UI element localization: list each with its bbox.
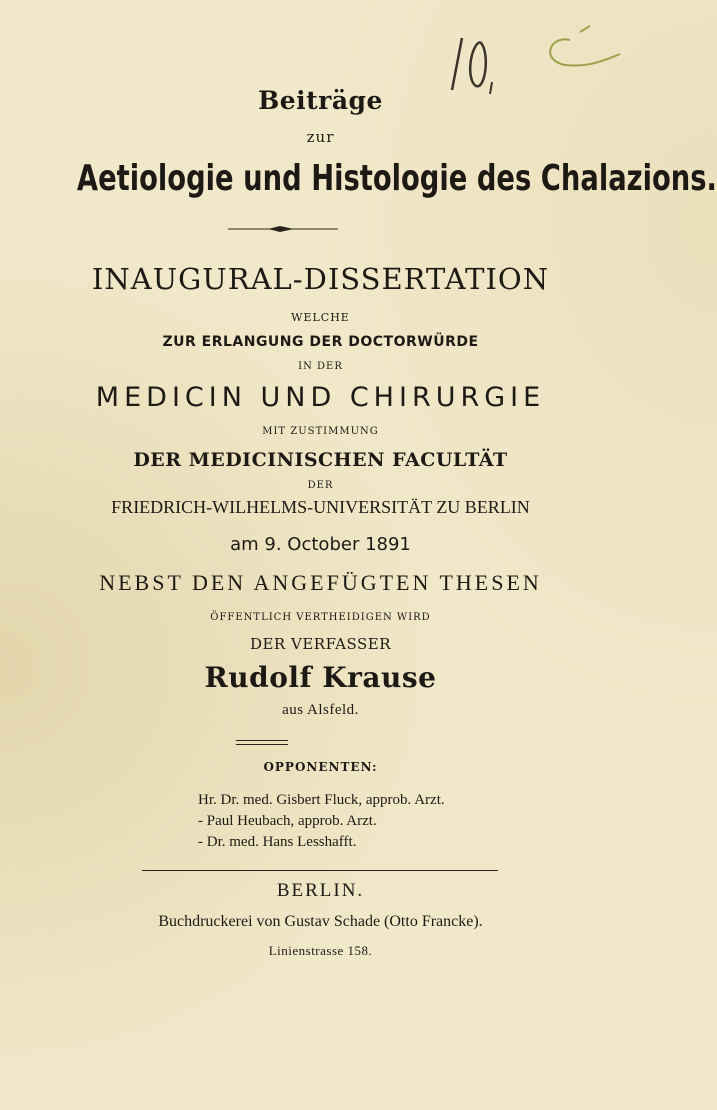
faculty-name: DER MEDICINISCHEN FACULTÄT	[133, 449, 508, 471]
opponent-item: - Paul Heubach, approb. Arzt.	[198, 813, 377, 829]
text-mit-zustimmung: MIT ZUSTIMMUNG	[262, 426, 379, 437]
imprint-printer: Buchdruckerei von Gustav Schade (Otto Francke).	[158, 913, 483, 930]
opponent-item: - Dr. med. Hans Lesshafft.	[198, 834, 357, 850]
text-oeffentlich: ÖFFENTLICH VERTHEIDIGEN WIRD	[210, 612, 431, 623]
ornament-rule	[228, 224, 338, 234]
horizontal-divider	[142, 870, 498, 871]
opponent-item: Hr. Dr. med. Gisbert Fluck, approb. Arzt.	[198, 792, 445, 808]
subtitle-beitraege: Beiträge	[258, 86, 383, 115]
university-name: FRIEDRICH-WILHELMS-UNIVERSITÄT ZU BERLIN	[111, 497, 530, 517]
dissertation-heading: INAUGURAL-DISSERTATION	[91, 262, 550, 296]
text-welche: WELCHE	[291, 311, 350, 324]
field-of-study: MEDICIN UND CHIRURGIE	[95, 382, 546, 413]
opponents-list	[198, 790, 445, 853]
defense-date: am 9. October 1891	[230, 534, 411, 555]
text-der-verfasser: DER VERFASSER	[249, 635, 392, 653]
text-nebst-thesen: NEBST DEN ANGEFÜGTEN THESEN	[99, 570, 542, 595]
imprint-address: Linienstrasse 158.	[268, 943, 373, 958]
text-der: DER	[307, 480, 334, 491]
imprint-city: BERLIN.	[276, 880, 365, 901]
main-title: Aetiologie und Histologie des Chalazions.	[76, 158, 717, 199]
opponents-heading: OPPONENTEN:	[263, 760, 378, 774]
text-in-der: IN DER	[298, 361, 343, 372]
double-rule-bottom	[236, 744, 288, 745]
double-rule-top	[236, 740, 288, 741]
author-origin: aus Alsfeld.	[282, 702, 359, 718]
text-zur-erlangung: ZUR ERLANGUNG DER DOCTORWÜRDE	[162, 334, 479, 350]
subtitle-zur: zur	[306, 128, 335, 146]
author-name: Rudolf Krause	[204, 661, 437, 694]
